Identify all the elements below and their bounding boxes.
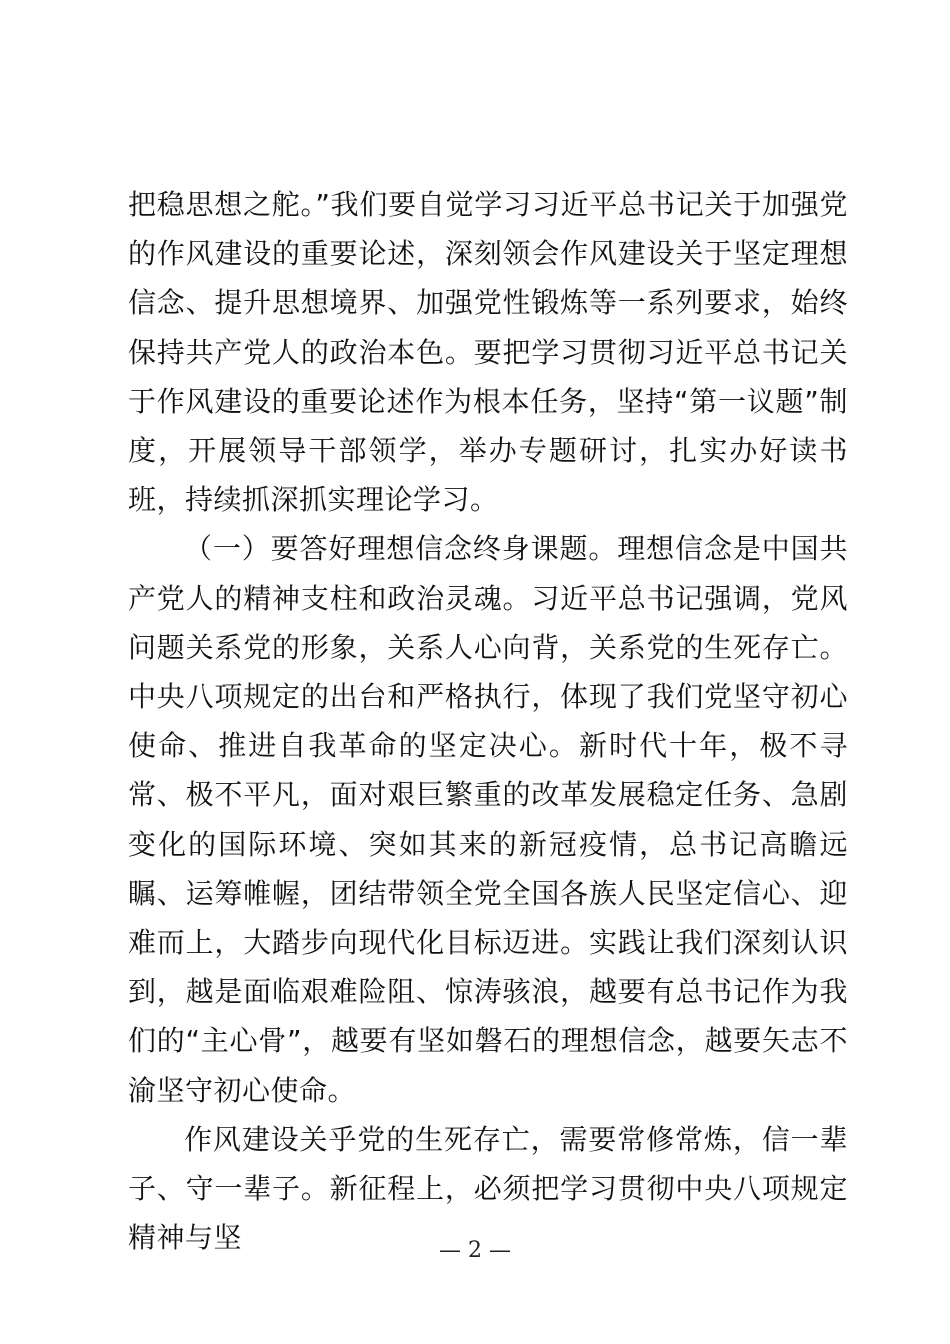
paragraph-continuation: 把稳思想之舵。”我们要自觉学习习近平总书记关于加强党的作风建设的重要论述，深刻领会作风建设关于坚定理想信念、提升思想境界、加强党性锻炼等一系列要求，始终保持共产党人的政治本色。要把学习贯彻习近平总书记关于作风建设的重要论述作为根本任务，坚持“第一议题”制度，开展领导干部领学，举办专题研讨，扎实办好读书班，持续抓深抓实理论学习。	[128, 188, 848, 517]
document-body	[128, 180, 848, 1262]
paragraph-ideals-and-beliefs: （一）要答好理想信念终身课题。理想信念是中国共产党人的精神支柱和政治灵魂。习近平总书记强调，党风问题关系党的形象，关系人心向背，关系党的生死存亡。中央八项规定的出台和严格执行，体现了我们党坚守初心使命、推进自我革命的坚定决心。新时代十年，极不寻常、极不平凡，面对艰巨繁重的改革发展稳定任务、急剧变化的国际环境、突如其来的新冠疫情，总书记高瞻远瞩、运筹帷幄，团结带领全党全国各族人民坚定信心、迎难而上，大踏步向现代化目标迈进。实践让我们深刻认识到，越是面临艰难险阻、惊涛骇浪，越要有总书记作为我们的“主心骨”，越要有坚如磐石的理想信念，越要矢志不渝坚守初心使命。	[128, 532, 848, 1107]
paragraph-work-style: 作风建设关乎党的生死存亡，需要常修常炼，信一辈子、守一辈子。新征程上，必须把学习贯彻中央八项规定精神与坚	[128, 1122, 848, 1255]
page-number: — 2 —	[439, 1238, 511, 1263]
